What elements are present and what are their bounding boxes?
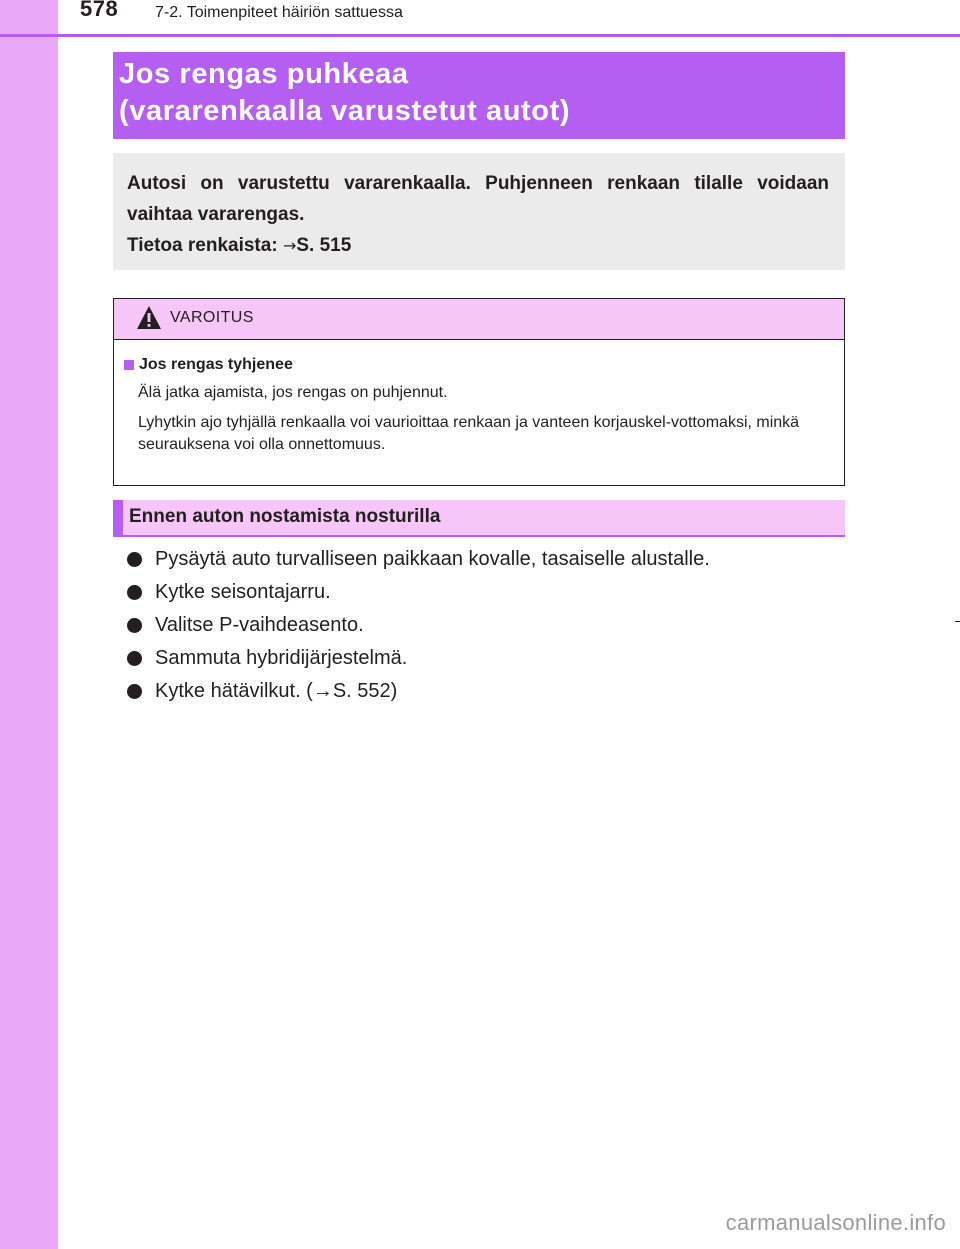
warning-subheading: [124, 356, 832, 374]
side-strip: [0, 0, 58, 1249]
warning-header: [114, 299, 844, 340]
list-item: [127, 642, 710, 675]
title-line-2: (vararenkaalla varustetut autot): [119, 95, 571, 127]
bullet-dot-icon: [127, 684, 142, 699]
section-heading: Ennen auton nostamista nosturilla: [113, 500, 845, 537]
list-item: [127, 543, 710, 576]
page-title: [113, 52, 845, 139]
watermark: carmanualsonline.info: [725, 1210, 946, 1235]
list-item-text: Kytke seisontajarru.: [155, 581, 331, 603]
warning-body: [114, 340, 844, 456]
warning-paragraph-1: Älä jatka ajamista, jos rengas on puhjennut.: [138, 384, 448, 401]
warning-box: [113, 298, 845, 486]
warning-paragraph-2: Lyhytkin ajo tyhjällä renkaalla voi vaurioittaa renkaan ja vanteen korjauskel-vottomaksi, minkä seurauksena voi olla onnettomuus.: [138, 414, 800, 453]
intro-reference-label: Tietoa renkaista:: [127, 235, 283, 256]
warning-subheading-text: Jos rengas tyhjenee: [139, 356, 293, 373]
list-item-text: Sammuta hybridijärjestelmä.: [155, 647, 408, 669]
list-item-text: Kytke hätävilkut. (→S. 552): [155, 680, 398, 702]
edge-tick-mark: [955, 621, 960, 622]
bullet-dot-icon: [127, 552, 142, 567]
warning-title: VAROITUS: [170, 309, 254, 326]
intro-reference: [127, 230, 829, 261]
list-item: [127, 675, 710, 708]
intro-text: Autosi on varustettu vararenkaalla. Puhjenneen renkaan tilalle voidaan vaihtaa vararengas.: [127, 173, 829, 225]
arrow-icon: →: [282, 236, 297, 255]
title-line-1: Jos rengas puhkeaa: [119, 58, 409, 90]
square-bullet-icon: [124, 360, 134, 370]
bullet-dot-icon: [127, 585, 142, 600]
list-item: [127, 609, 710, 642]
warning-triangle-icon: [136, 305, 162, 331]
header-divider: [0, 34, 960, 37]
intro-box: [113, 153, 845, 270]
list-item-text: Pysäytä auto turvalliseen paikkaan kovalle, tasaiselle alustalle.: [155, 548, 710, 570]
page-number: 578: [80, 0, 119, 21]
list-item: [127, 576, 710, 609]
bullet-dot-icon: [127, 618, 142, 633]
intro-reference-page[interactable]: S. 515: [296, 235, 352, 256]
bullet-dot-icon: [127, 651, 142, 666]
chapter-title: 7-2. Toimenpiteet häiriön sattuessa: [155, 4, 403, 21]
list-item-text: Valitse P-vaihdeasento.: [155, 614, 364, 636]
bullet-list: [127, 543, 710, 708]
